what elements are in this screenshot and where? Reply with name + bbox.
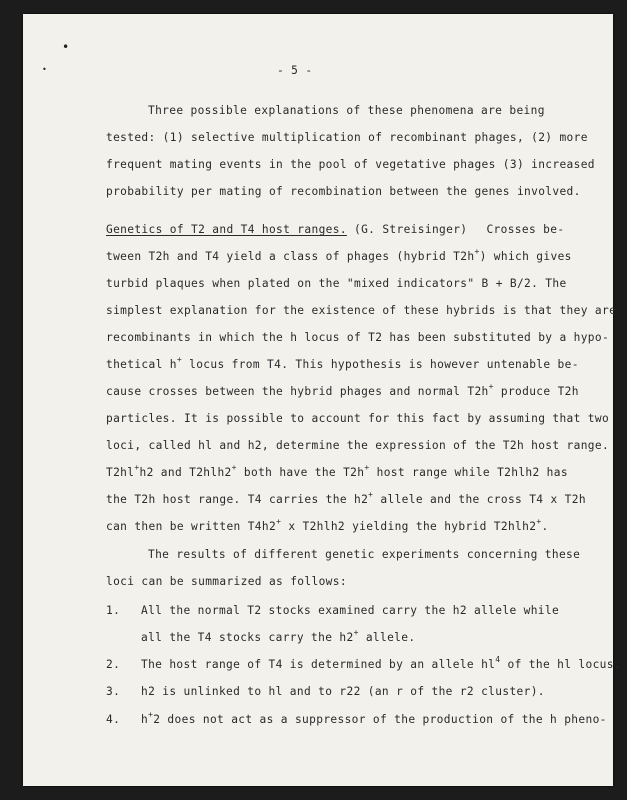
text-fragment: allele. bbox=[358, 631, 416, 644]
text-line: loci can be summarized as follows: bbox=[106, 575, 347, 588]
text-fragment: x T2hlh2 yielding the hybrid T2hlh2 bbox=[281, 520, 537, 533]
text-fragment: thetical h bbox=[106, 358, 177, 371]
text-line: recombinants in which the h locus of T2 has been substituted by a hypo- bbox=[106, 331, 610, 344]
text-line bbox=[106, 490, 586, 506]
text-line bbox=[106, 517, 549, 533]
text-line: probability per mating of recombination between the genes involved. bbox=[106, 185, 581, 198]
text-fragment: all the T4 stocks carry the h2 bbox=[141, 631, 354, 644]
text-fragment: produce T2h bbox=[493, 385, 579, 398]
text-fragment: T2hl bbox=[106, 466, 135, 479]
section-heading-line bbox=[106, 223, 564, 236]
text-fragment: locus from T4. This hypothesis is however untenable be- bbox=[182, 358, 579, 371]
list-number: 1. bbox=[106, 604, 121, 617]
superscript: + bbox=[488, 382, 494, 391]
text-line: loci, called hl and h2, determine the expression of the T2h host range. bbox=[106, 439, 610, 452]
list-number: 4. bbox=[106, 713, 121, 726]
text-line: simplest explanation for the existence of these hybrids is that they are bbox=[106, 304, 617, 317]
superscript: + bbox=[176, 355, 183, 364]
text-fragment: 2 does not act as a suppressor of the production of the h pheno- bbox=[153, 713, 607, 726]
list-item-line: All the normal T2 stocks examined carry the h2 allele while bbox=[141, 604, 560, 617]
page-number: - 5 - bbox=[277, 64, 313, 77]
list-number: 3. bbox=[106, 685, 121, 698]
text-line: particles. It is possible to account for this fact by assuming that two bbox=[106, 412, 610, 425]
superscript: + bbox=[134, 463, 140, 472]
section-heading: Genetics of T2 and T4 host ranges. bbox=[106, 223, 347, 236]
text-fragment: of the hl locus. bbox=[500, 658, 621, 671]
text-fragment: cause crosses between the hybrid phages and normal T2h bbox=[106, 385, 489, 398]
superscript: + bbox=[148, 710, 154, 719]
text-line bbox=[106, 355, 579, 371]
superscript: + bbox=[231, 463, 237, 472]
text-fragment: h2 and T2hlh2 bbox=[139, 466, 232, 479]
list-item-line: h2 is unlinked to hl and to r22 (an r of the r2 cluster). bbox=[141, 685, 545, 698]
text-line: Three possible explanations of these phenomena are being bbox=[148, 104, 545, 117]
text-line: turbid plaques when plated on the "mixed indicators" B + B/2. The bbox=[106, 277, 567, 290]
text-fragment: . bbox=[541, 520, 549, 533]
ink-mark: • bbox=[62, 40, 70, 54]
text-fragment: can then be written T4h2 bbox=[106, 520, 277, 533]
text-fragment: both have the T2h bbox=[236, 466, 365, 479]
text-fragment: Crosses be- bbox=[486, 223, 565, 236]
ink-mark: • bbox=[42, 65, 47, 74]
superscript: + bbox=[276, 517, 282, 526]
list-item-line bbox=[141, 710, 607, 726]
text-line: The results of different genetic experiments concerning these bbox=[148, 548, 581, 561]
text-fragment: ) which gives bbox=[479, 250, 572, 263]
superscript: 4 bbox=[495, 655, 501, 664]
text-fragment: tween T2h and T4 yield a class of phages (hybrid T2h bbox=[106, 250, 475, 263]
text-fragment: allele and the cross T4 x T2h bbox=[373, 493, 586, 506]
text-fragment: h bbox=[141, 713, 149, 726]
superscript: + bbox=[536, 517, 542, 526]
list-number: 2. bbox=[106, 658, 121, 671]
text-line: tested: (1) selective multiplication of recombinant phages, (2) more bbox=[106, 131, 588, 144]
text-line bbox=[106, 247, 572, 263]
superscript: + bbox=[364, 463, 370, 472]
text-line bbox=[106, 463, 568, 479]
list-item-line bbox=[141, 655, 621, 671]
section-author: (G. Streisinger) bbox=[354, 223, 468, 236]
superscript: + bbox=[368, 490, 374, 499]
text-line bbox=[106, 382, 579, 398]
list-item-line bbox=[141, 628, 416, 644]
text-line: frequent mating events in the pool of vegetative phages (3) increased bbox=[106, 158, 595, 171]
text-fragment: the T2h host range. T4 carries the h2 bbox=[106, 493, 369, 506]
text-fragment: host range while T2hlh2 has bbox=[369, 466, 568, 479]
superscript: + bbox=[353, 628, 359, 637]
superscript: + bbox=[474, 247, 480, 256]
text-fragment: The host range of T4 is determined by an allele hl bbox=[141, 658, 496, 671]
